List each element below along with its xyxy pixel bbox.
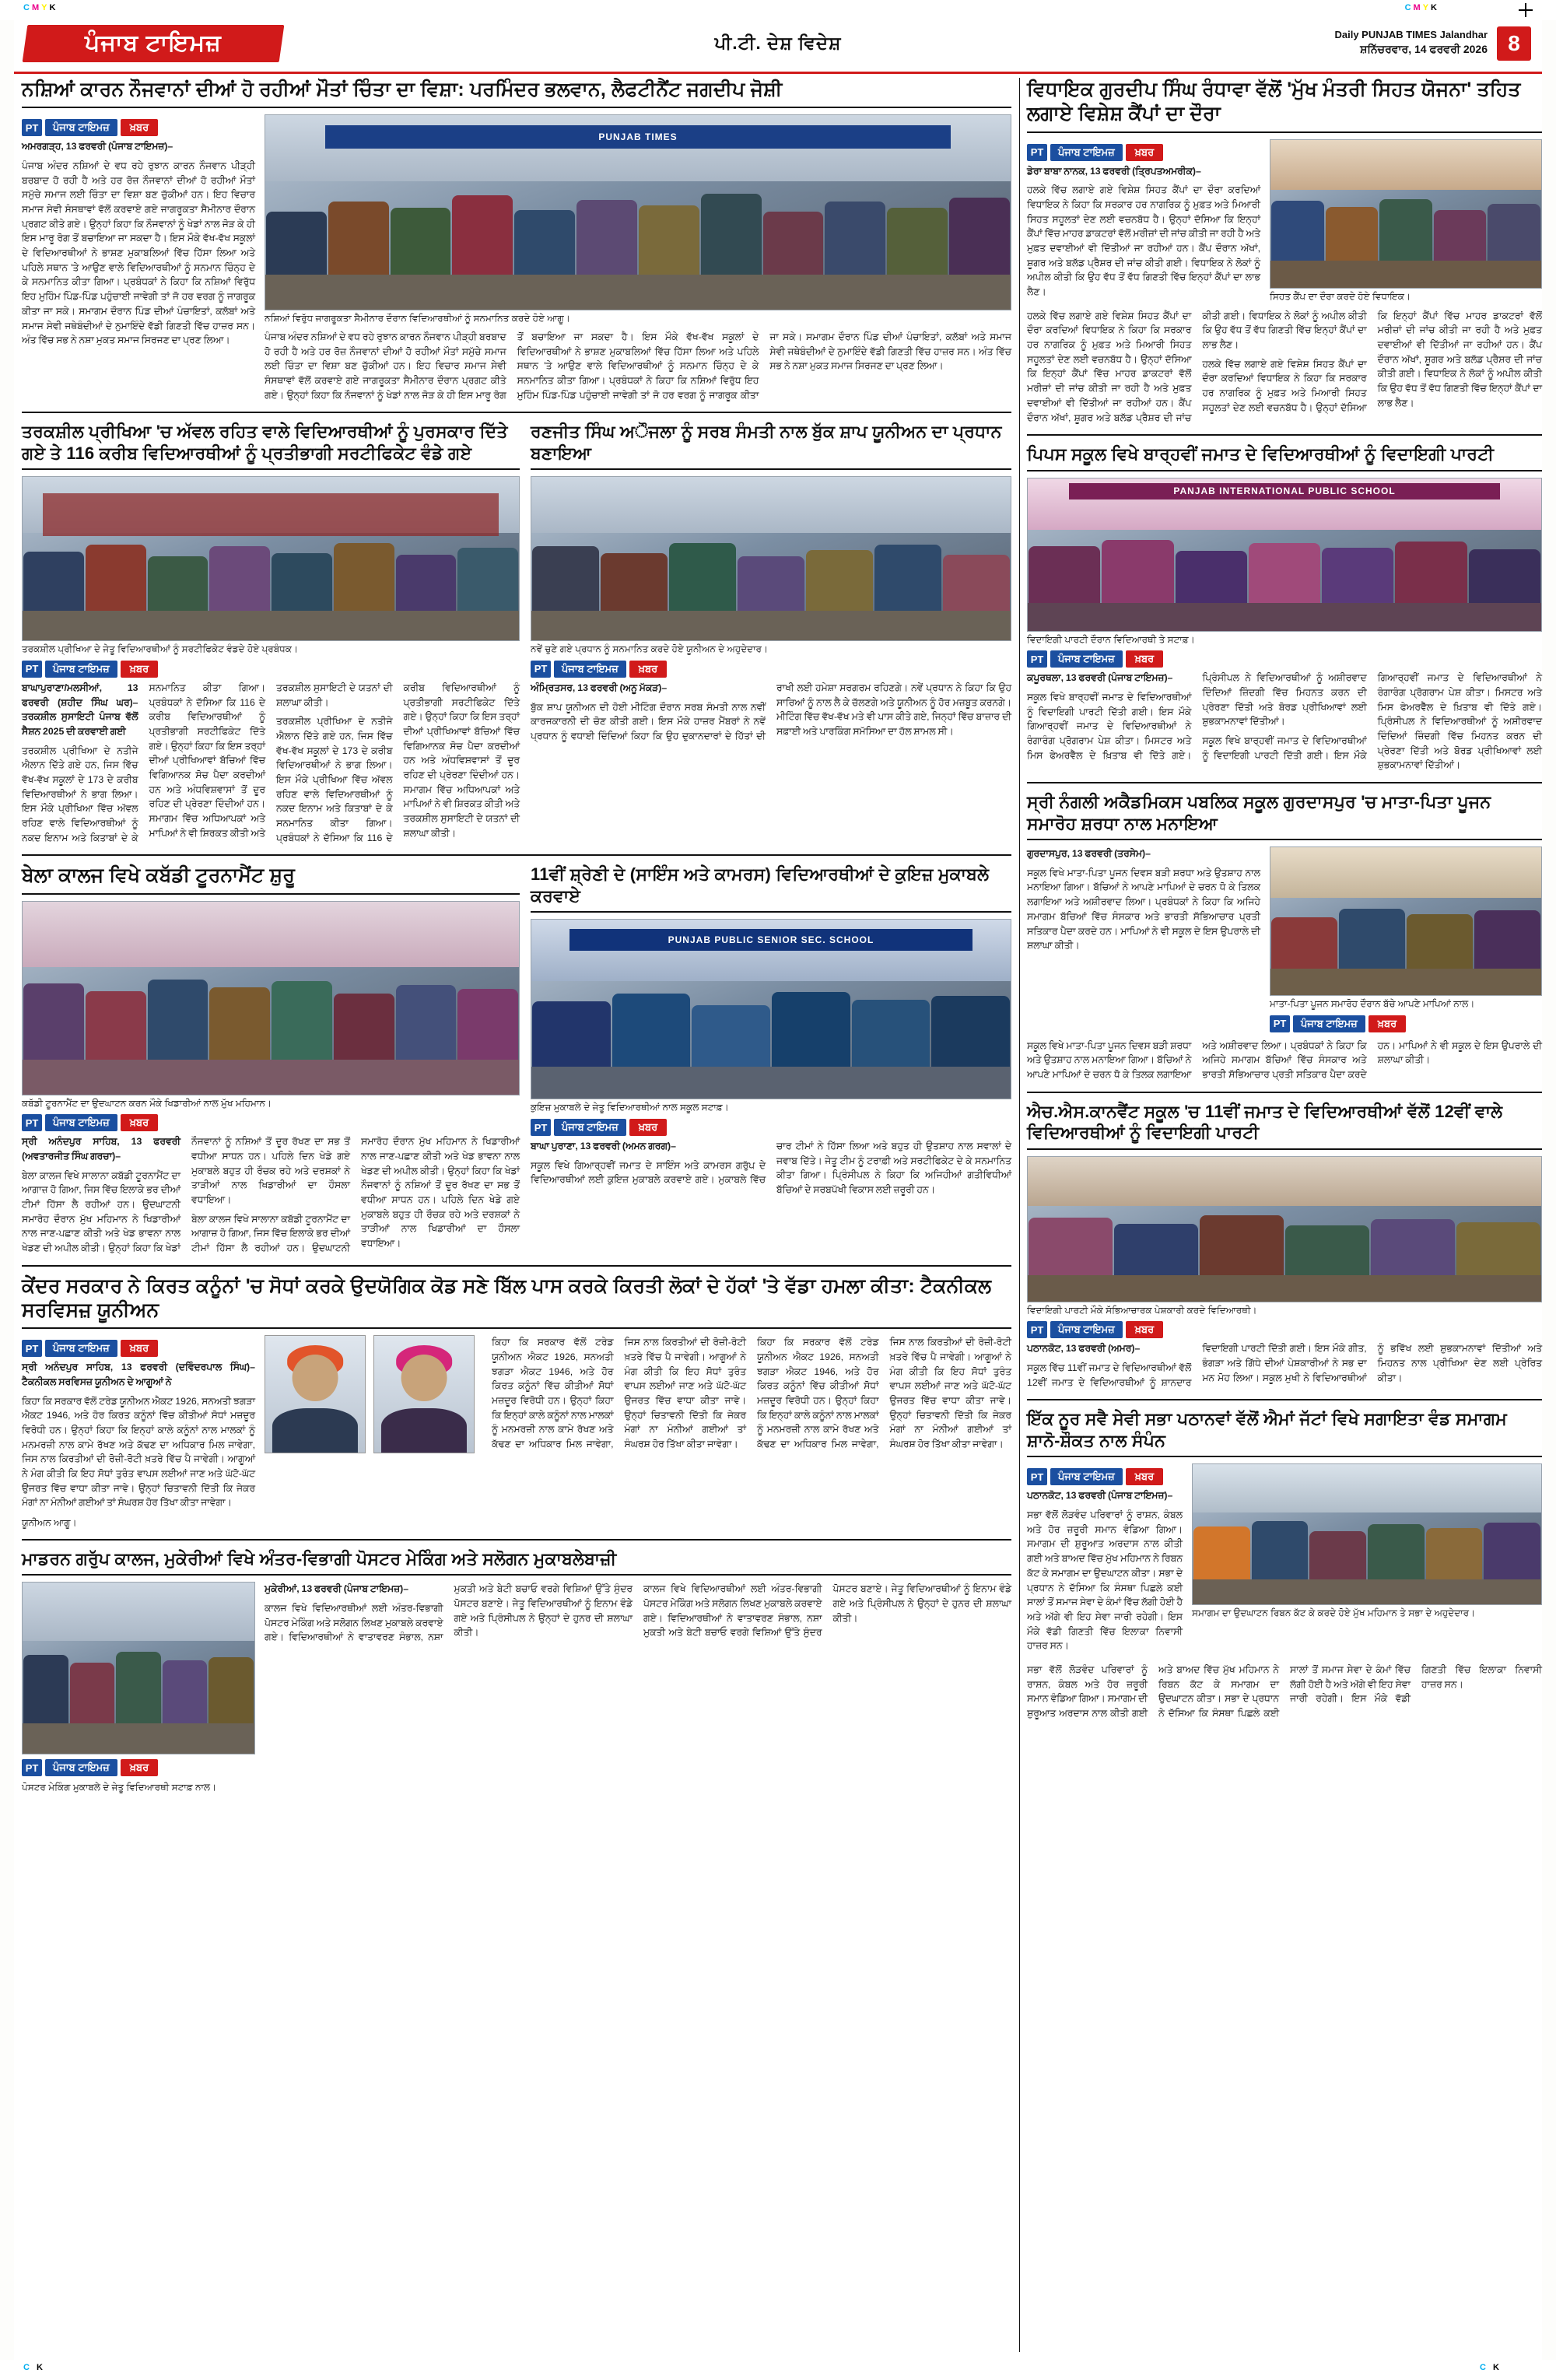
article-pips-farewell [1027, 443, 1542, 773]
article-body-continued [1027, 1663, 1542, 1721]
article-quiz-competition [531, 864, 1011, 1255]
article-dateline: ਅੰਮ੍ਰਿਤਸਰ, 13 ਫਰਵਰੀ (ਅਨੂ ਮੱਕੜ)– [531, 682, 668, 693]
article-text: ਬੇਲਾ ਕਾਲਜ ਵਿਖੇ ਸਾਲਾਨਾ ਕਬੱਡੀ ਟੂਰਨਾਮੈਂਟ ਦਾ ਆਗਾਜ਼ ਹੋ ਗਿਆ, ਜਿਸ ਵਿੱਚ ਇਲਾਕੇ ਭਰ ਦੀਆਂ ਟੀਮਾਂ ਹਿੱਸਾ ਲੈ ਰਹੀਆਂ ਹਨ। ਉਦਘਾਟਨੀ ਸਮਾਰੋਹ ਦੌਰਾਨ ਮੁੱਖ ਮਹਿਮਾਨ ਨੇ ਖਿਡਾਰੀਆਂ ਨਾਲ ਜਾਣ-ਪਛਾਣ ਕੀਤੀ ਅਤੇ ਖੇਡ ਭਾਵਨਾ ਨਾਲ ਖੇਡਣ ਦੀ ਅਪੀਲ ਕੀਤੀ। ਉਨ੍ਹਾਂ ਕਿਹਾ ਕਿ ਖੇਡਾਂ ਨੌਜਵਾਨਾਂ ਨੂੰ ਨਸ਼ਿਆਂ ਤੋਂ ਦੂਰ ਰੱਖਣ ਦਾ ਸਭ ਤੋਂ ਵਧੀਆ ਸਾਧਨ ਹਨ। ਪਹਿਲੇ ਦਿਨ ਖੇਡੇ ਗਏ ਮੁਕਾਬਲੇ ਬਹੁਤ ਹੀ ਰੌਚਕ ਰਹੇ ਅਤੇ ਦਰਸ਼ਕਾਂ ਨੇ ਤਾੜੀਆਂ ਨਾਲ ਖਿਡਾਰੀਆਂ ਦਾ ਹੌਸਲਾ ਵਧਾਇਆ। [22, 1136, 350, 1254]
photo-caption: ਕਬੱਡੀ ਟੂਰਨਾਮੈਂਟ ਦਾ ਉਦਘਾਟਨ ਕਰਨ ਮੌਕੇ ਖਿਡਾਰੀਆਂ ਨਾਲ ਮੁੱਖ ਮਹਿਮਾਨ। [22, 1097, 272, 1109]
article-text-continued: ਹਲਕੇ ਵਿੱਚ ਲਗਾਏ ਗਏ ਵਿਸ਼ੇਸ਼ ਸਿਹਤ ਕੈਂਪਾਂ ਦਾ ਦੌਰਾ ਕਰਦਿਆਂ ਵਿਧਾਇਕ ਨੇ ਕਿਹਾ ਕਿ ਸਰਕਾਰ ਹਰ ਨਾਗਰਿਕ ਨੂੰ ਮੁਫ਼ਤ ਅਤੇ ਮਿਆਰੀ ਸਿਹਤ ਸਹੂਲਤਾਂ ਦੇਣ ਲਈ ਵਚਨਬੱਧ ਹੈ। ਉਨ੍ਹਾਂ ਦੱਸਿਆ ਕਿ ਇਨ੍ਹਾਂ ਕੈਂਪਾਂ ਵਿੱਚ ਮਾਹਰ ਡਾਕਟਰਾਂ ਵੱਲੋਂ ਮਰੀਜ਼ਾਂ ਦੀ ਜਾਂਚ ਕੀਤੀ ਜਾ ਰਹੀ ਹੈ ਅਤੇ ਮੁਫ਼ਤ ਦਵਾਈਆਂ ਵੀ ਦਿੱਤੀਆਂ ਜਾ ਰਹੀਆਂ ਹਨ। ਕੈਂਪ ਦੌਰਾਨ ਅੱਖਾਂ, ਸ਼ੂਗਰ ਅਤੇ ਬਲੱਡ ਪ੍ਰੈਸ਼ਰ ਦੀ ਜਾਂਚ ਕੀਤੀ ਗਈ। ਵਿਧਾਇਕ ਨੇ ਲੋਕਾਂ ਨੂੰ ਅਪੀਲ ਕੀਤੀ ਕਿ ਉਹ ਵੱਧ ਤੋਂ ਵੱਧ ਗਿਣਤੀ ਵਿੱਚ ਇਨ੍ਹਾਂ ਕੈਂਪਾਂ ਦਾ ਲਾਭ ਲੈਣ। [1027, 310, 1367, 423]
article-text: ਹਲਕੇ ਵਿੱਚ ਲਗਾਏ ਗਏ ਵਿਸ਼ੇਸ਼ ਸਿਹਤ ਕੈਂਪਾਂ ਦਾ ਦੌਰਾ ਕਰਦਿਆਂ ਵਿਧਾਇਕ ਨੇ ਕਿਹਾ ਕਿ ਸਰਕਾਰ ਹਰ ਨਾਗਰਿਕ ਨੂੰ ਮੁਫ਼ਤ ਅਤੇ ਮਿਆਰੀ ਸਿਹਤ ਸਹੂਲਤਾਂ ਦੇਣ ਲਈ ਵਚਨਬੱਧ ਹੈ। ਉਨ੍ਹਾਂ ਦੱਸਿਆ ਕਿ ਇਨ੍ਹਾਂ ਕੈਂਪਾਂ ਵਿੱਚ ਮਾਹਰ ਡਾਕਟਰਾਂ ਵੱਲੋਂ ਮਰੀਜ਼ਾਂ ਦੀ ਜਾਂਚ ਕੀਤੀ ਜਾ ਰਹੀ ਹੈ ਅਤੇ ਮੁਫ਼ਤ ਦਵਾਈਆਂ ਵੀ ਦਿੱਤੀਆਂ ਜਾ ਰਹੀਆਂ ਹਨ। ਕੈਂਪ ਦੌਰਾਨ ਅੱਖਾਂ, ਸ਼ੂਗਰ ਅਤੇ ਬਲੱਡ ਪ੍ਰੈਸ਼ਰ ਦੀ ਜਾਂਚ ਕੀਤੀ ਗਈ। ਵਿਧਾਇਕ ਨੇ ਲੋਕਾਂ ਨੂੰ ਅਪੀਲ ਕੀਤੀ ਕਿ ਉਹ ਵੱਧ ਤੋਂ ਵੱਧ ਗਿਣਤੀ ਵਿੱਚ ਇਨ੍ਹਾਂ ਕੈਂਪਾਂ ਦਾ ਲਾਭ ਲੈਣ। [1027, 184, 1260, 297]
article-body [265, 1582, 1011, 1645]
article-dateline: ਸ੍ਰੀ ਅਨੰਦਪੁਰ ਸਾਹਿਬ, 13 ਫਰਵਰੀ (ਦਵਿੰਦਰਪਾਲ ਸਿੰਘ)– ਟੈਕਨੀਕਲ ਸਰਵਿਸਜ਼ ਯੂਨੀਅਨ ਦੇ ਆਗੂਆਂ ਨੇ [22, 1362, 255, 1387]
masthead-section-title: ਪੀ.ਟੀ. ਦੇਸ਼ ਵਿਦੇਸ਼ [714, 33, 842, 53]
article-kabaddi-tournament [22, 864, 520, 1255]
photo-banner-text: PUNJAB TIMES [325, 125, 951, 149]
article-headline: ਬੇਲਾ ਕਾਲਜ ਵਿਖੇ ਕਬੱਡੀ ਟੂਰਨਾਮੈਂਟ ਸ਼ੁਰੂ [22, 864, 520, 894]
article-dateline: ਬਾਘਾ ਪੁਰਾਣਾ, 13 ਫਰਵਰੀ (ਅਮਨ ਗਰਗ)– [531, 1141, 676, 1152]
article-photo [531, 919, 1011, 1099]
article-text: ਸਕੂਲ ਵਿਖੇ ਗਿਆਰ੍ਹਵੀਂ ਜਮਾਤ ਦੇ ਸਾਇੰਸ ਅਤੇ ਕਾਮਰਸ ਗਰੁੱਪ ਦੇ ਵਿਦਿਆਰਥੀਆਂ ਲਈ ਕੁਇਜ਼ ਮੁਕਾਬਲੇ ਕਰਵਾਏ ਗਏ। ਮੁਕਾਬਲੇ ਵਿੱਚ ਚਾਰ ਟੀਮਾਂ ਨੇ ਹਿੱਸਾ ਲਿਆ ਅਤੇ ਬਹੁਤ ਹੀ ਉਤਸ਼ਾਹ ਨਾਲ ਸਵਾਲਾਂ ਦੇ ਜਵਾਬ ਦਿੱਤੇ। ਜੇਤੂ ਟੀਮ ਨੂੰ ਟਰਾਫ਼ੀ ਅਤੇ ਸਰਟੀਫਿਕੇਟ ਦੇ ਕੇ ਸਨਮਾਨਿਤ ਕੀਤਾ ਗਿਆ। ਪ੍ਰਿੰਸੀਪਲ ਨੇ ਕਿਹਾ ਕਿ ਅਜਿਹੀਆਂ ਗਤੀਵਿਧੀਆਂ ਬੱਚਿਆਂ ਦੇ ਸਰਬਪੱਖੀ ਵਿਕਾਸ ਲਈ ਜ਼ਰੂਰੀ ਹਨ। [531, 1141, 1011, 1196]
article-dateline: ਗੁਰਦਾਸਪੁਰ, 13 ਫਰਵਰੀ (ਤਰਸੇਮ)– [1027, 848, 1151, 860]
article-text-continued: ਬੇਲਾ ਕਾਲਜ ਵਿਖੇ ਸਾਲਾਨਾ ਕਬੱਡੀ ਟੂਰਨਾਮੈਂਟ ਦਾ ਆਗਾਜ਼ ਹੋ ਗਿਆ, ਜਿਸ ਵਿੱਚ ਇਲਾਕੇ ਭਰ ਦੀਆਂ ਟੀਮਾਂ ਹਿੱਸਾ ਲੈ ਰਹੀਆਂ ਹਨ। ਉਦਘਾਟਨੀ ਸਮਾਰੋਹ ਦੌਰਾਨ ਮੁੱਖ ਮਹਿਮਾਨ ਨੇ ਖਿਡਾਰੀਆਂ ਨਾਲ ਜਾਣ-ਪਛਾਣ ਕੀਤੀ ਅਤੇ ਖੇਡ ਭਾਵਨਾ ਨਾਲ ਖੇਡਣ ਦੀ ਅਪੀਲ ਕੀਤੀ। ਉਨ੍ਹਾਂ ਕਿਹਾ ਕਿ ਖੇਡਾਂ ਨੌਜਵਾਨਾਂ ਨੂੰ ਨਸ਼ਿਆਂ ਤੋਂ ਦੂਰ ਰੱਖਣ ਦਾ ਸਭ ਤੋਂ ਵਧੀਆ ਸਾਧਨ ਹਨ। ਪਹਿਲੇ ਦਿਨ ਖੇਡੇ ਗਏ ਮੁਕਾਬਲੇ ਬਹੁਤ ਹੀ ਰੌਚਕ ਰਹੇ ਅਤੇ ਦਰਸ਼ਕਾਂ ਨੇ ਤਾੜੀਆਂ ਨਾਲ ਖਿਡਾਰੀਆਂ ਦਾ ਹੌਸਲਾ ਵਧਾਇਆ। [191, 1136, 520, 1254]
pt-logo-icon: PT [1270, 1015, 1290, 1032]
article-headline: ਵਿਧਾਇਕ ਗੁਰਦੀਪ ਸਿੰਘ ਰੰਧਾਵਾ ਵੱਲੋਂ 'ਮੁੱਖ ਮੰਤਰੀ ਸਿਹਤ ਯੋਜਨਾ' ਤਹਿਤ ਲਗਾਏ ਵਿਸ਼ੇਸ਼ ਕੈਂਪਾਂ ਦਾ ਦੌਰਾ [1027, 78, 1542, 133]
pt-logo-icon: PT [22, 661, 42, 678]
article-text-continued-2: ਹਲਕੇ ਵਿੱਚ ਲਗਾਏ ਗਏ ਵਿਸ਼ੇਸ਼ ਸਿਹਤ ਕੈਂਪਾਂ ਦਾ ਦੌਰਾ ਕਰਦਿਆਂ ਵਿਧਾਇਕ ਨੇ ਕਿਹਾ ਕਿ ਸਰਕਾਰ ਹਰ ਨਾਗਰਿਕ ਨੂੰ ਮੁਫ਼ਤ ਅਤੇ ਮਿਆਰੀ ਸਿਹਤ ਸਹੂਲਤਾਂ ਦੇਣ ਲਈ ਵਚਨਬੱਧ ਹੈ। ਉਨ੍ਹਾਂ ਦੱਸਿਆ ਕਿ ਇਨ੍ਹਾਂ ਕੈਂਪਾਂ ਵਿੱਚ ਮਾਹਰ ਡਾਕਟਰਾਂ ਵੱਲੋਂ ਮਰੀਜ਼ਾਂ ਦੀ ਜਾਂਚ ਕੀਤੀ ਜਾ ਰਹੀ ਹੈ ਅਤੇ ਮੁਫ਼ਤ ਦਵਾਈਆਂ ਵੀ ਦਿੱਤੀਆਂ ਜਾ ਰਹੀਆਂ ਹਨ। ਕੈਂਪ ਦੌਰਾਨ ਅੱਖਾਂ, ਸ਼ੂਗਰ ਅਤੇ ਬਲੱਡ ਪ੍ਰੈਸ਼ਰ ਦੀ ਜਾਂਚ ਕੀਤੀ ਗਈ। ਵਿਧਾਇਕ ਨੇ ਲੋਕਾਂ ਨੂੰ ਅਪੀਲ ਕੀਤੀ ਕਿ ਉਹ ਵੱਧ ਤੋਂ ਵੱਧ ਗਿਣਤੀ ਵਿੱਚ ਇਨ੍ਹਾਂ ਕੈਂਪਾਂ ਦਾ ਲਾਭ ਲੈਣ। [1202, 310, 1542, 413]
badge-name: ਪੰਜਾਬ ਟਾਇਮਜ਼ [45, 1114, 117, 1131]
article-text-continued: ਸਕੂਲ ਵਿਖੇ ਮਾਤਾ-ਪਿਤਾ ਪੂਜਨ ਦਿਵਸ ਬੜੀ ਸ਼ਰਧਾ ਅਤੇ ਉਤਸ਼ਾਹ ਨਾਲ ਮਨਾਇਆ ਗਿਆ। ਬੱਚਿਆਂ ਨੇ ਆਪਣੇ ਮਾਪਿਆਂ ਦੇ ਚਰਨ ਧੋ ਕੇ ਤਿਲਕ ਲਗਾਇਆ ਅਤੇ ਅਸ਼ੀਰਵਾਦ ਲਿਆ। ਪ੍ਰਬੰਧਕਾਂ ਨੇ ਕਿਹਾ ਕਿ ਅਜਿਹੇ ਸਮਾਗਮ ਬੱਚਿਆਂ ਵਿੱਚ ਸੰਸਕਾਰ ਅਤੇ ਭਾਰਤੀ ਸੱਭਿਆਚਾਰ ਪ੍ਰਤੀ ਸਤਿਕਾਰ ਪੈਦਾ ਕਰਦੇ ਹਨ। ਮਾਪਿਆਂ ਨੇ ਵੀ ਸਕੂਲ ਦੇ ਇਸ ਉਪਰਾਲੇ ਦੀ ਸ਼ਲਾਘਾ ਕੀਤੀ। [1027, 1039, 1542, 1081]
article-body [22, 139, 255, 348]
source-badge [22, 661, 520, 678]
pt-logo-icon: PT [22, 1114, 42, 1131]
article-dateline: ਕਪੂਰਥਲਾ, 13 ਫਰਵਰੀ (ਪੰਜਾਬ ਟਾਇਮਜ਼)– [1027, 672, 1173, 684]
article-text: ਸਕੂਲ ਵਿੱਚ 11ਵੀਂ ਜਮਾਤ ਦੇ ਵਿਦਿਆਰਥੀਆਂ ਵੱਲੋਂ 12ਵੀਂ ਜਮਾਤ ਦੇ ਵਿਦਿਆਰਥੀਆਂ ਨੂੰ ਸ਼ਾਨਦਾਰ ਵਿਦਾਇਗੀ ਪਾਰਟੀ ਦਿੱਤੀ ਗਈ। ਇਸ ਮੌਕੇ ਗੀਤ, ਭੰਗੜਾ ਅਤੇ ਗਿੱਧੇ ਦੀਆਂ ਪੇਸ਼ਕਾਰੀਆਂ ਨੇ ਸਭ ਦਾ ਮਨ ਮੋਹ ਲਿਆ। ਸਕੂਲ ਮੁਖੀ ਨੇ ਵਿਦਿਆਰਥੀਆਂ ਨੂੰ ਭਵਿੱਖ ਲਈ ਸ਼ੁਭਕਾਮਨਾਵਾਂ ਦਿੱਤੀਆਂ ਅਤੇ ਮਿਹਨਤ ਨਾਲ ਪ੍ਰੀਖਿਆ ਦੇਣ ਲਈ ਪ੍ਰੇਰਿਤ ਕੀਤਾ। [1027, 1343, 1542, 1388]
photo-banner-text: PANJAB INTERNATIONAL PUBLIC SCHOOL [1069, 483, 1500, 500]
page-content [22, 78, 1542, 2352]
publication-name: Daily PUNJAB TIMES Jalandhar [1334, 29, 1488, 40]
article-text-continued-2: ਕਿਹਾ ਕਿ ਸਰਕਾਰ ਵੱਲੋਂ ਟਰੇਡ ਯੂਨੀਅਨ ਐਕਟ 1926, ਸਨਅਤੀ ਝਗੜਾ ਐਕਟ 1946, ਅਤੇ ਹੋਰ ਕਿਰਤ ਕਨੂੰਨਾਂ ਵਿੱਚ ਕੀਤੀਆਂ ਸੋਧਾਂ ਮਜ਼ਦੂਰ ਵਿਰੋਧੀ ਹਨ। ਉਨ੍ਹਾਂ ਕਿਹਾ ਕਿ ਇਨ੍ਹਾਂ ਕਾਲੇ ਕਨੂੰਨਾਂ ਨਾਲ ਮਾਲਕਾਂ ਨੂੰ ਮਨਮਰਜ਼ੀ ਨਾਲ ਕਾਮੇ ਰੱਖਣ ਅਤੇ ਕੱਢਣ ਦਾ ਅਧਿਕਾਰ ਮਿਲ ਜਾਵੇਗਾ, ਜਿਸ ਨਾਲ ਕਿਰਤੀਆਂ ਦੀ ਰੋਜ਼ੀ-ਰੋਟੀ ਖ਼ਤਰੇ ਵਿੱਚ ਪੈ ਜਾਵੇਗੀ। ਆਗੂਆਂ ਨੇ ਮੰਗ ਕੀਤੀ ਕਿ ਇਹ ਸੋਧਾਂ ਤੁਰੰਤ ਵਾਪਸ ਲਈਆਂ ਜਾਣ ਅਤੇ ਘੱਟੋ-ਘੱਟ ਉਜਰਤ ਵਿੱਚ ਵਾਧਾ ਕੀਤਾ ਜਾਵੇ। ਉਨ੍ਹਾਂ ਚਿਤਾਵਨੀ ਦਿੱਤੀ ਕਿ ਜੇਕਰ ਮੰਗਾਂ ਨਾ ਮੰਨੀਆਂ ਗਈਆਂ ਤਾਂ ਸੰਘਰਸ਼ ਹੋਰ ਤਿੱਖਾ ਕੀਤਾ ਜਾਵੇਗਾ। [757, 1337, 1011, 1450]
article-body-continued [1027, 1039, 1542, 1082]
cmyk-marks-left: CMYK [23, 3, 58, 12]
section-divider [1027, 782, 1542, 783]
badge-tag: ਖ਼ਬਰ [1126, 650, 1163, 668]
article-headline: 11ਵੀਂ ਸ਼੍ਰੇਣੀ ਦੇ (ਸਾਇੰਸ ਅਤੇ ਕਾਮਰਸ) ਵਿਦਿਆਰਥੀਆਂ ਦੇ ਕੁਇਜ਼ ਮੁਕਾਬਲੇ ਕਰਵਾਏ [531, 864, 1011, 913]
right-section [1027, 78, 1542, 1721]
article-photo [1270, 846, 1542, 996]
badge-tag: ਖ਼ਬਰ [121, 1759, 158, 1776]
source-badge [531, 1119, 1011, 1136]
article-body [1027, 1341, 1542, 1390]
badge-name: ਪੰਜਾਬ ਟਾਇਮਜ਼ [45, 119, 117, 136]
source-badge [1027, 650, 1542, 668]
article-text-continued: ਸਭਾ ਵੱਲੋਂ ਲੋੜਵੰਦ ਪਰਿਵਾਰਾਂ ਨੂੰ ਰਾਸ਼ਨ, ਕੰਬਲ ਅਤੇ ਹੋਰ ਜ਼ਰੂਰੀ ਸਮਾਨ ਵੰਡਿਆ ਗਿਆ। ਸਮਾਗਮ ਦੀ ਸ਼ੁਰੂਆਤ ਅਰਦਾਸ ਨਾਲ ਕੀਤੀ ਗਈ ਅਤੇ ਬਾਅਦ ਵਿੱਚ ਮੁੱਖ ਮਹਿਮਾਨ ਨੇ ਰਿਬਨ ਕੱਟ ਕੇ ਸਮਾਗਮ ਦਾ ਉਦਘਾਟਨ ਕੀਤਾ। ਸਭਾ ਦੇ ਪ੍ਰਧਾਨ ਨੇ ਦੱਸਿਆ ਕਿ ਸੰਸਥਾ ਪਿਛਲੇ ਕਈ ਸਾਲਾਂ ਤੋਂ ਸਮਾਜ ਸੇਵਾ ਦੇ ਕੰਮਾਂ ਵਿੱਚ ਲੱਗੀ ਹੋਈ ਹੈ ਅਤੇ ਅੱਗੇ ਵੀ ਇਹ ਸੇਵਾ ਜਾਰੀ ਰਹੇਗੀ। ਇਸ ਮੌਕੇ ਵੱਡੀ ਗਿਣਤੀ ਵਿੱਚ ਇਲਾਕਾ ਨਿਵਾਸੀ ਹਾਜ਼ਰ ਸਨ। [1027, 1663, 1542, 1719]
photo-caption: ਸਮਾਗਮ ਦਾ ਉਦਘਾਟਨ ਰਿਬਨ ਕੱਟ ਕੇ ਕਰਦੇ ਹੋਏ ਮੁੱਖ ਮਹਿਮਾਨ ਤੇ ਸਭਾ ਦੇ ਅਹੁਦੇਦਾਰ। [1192, 1607, 1476, 1619]
source-badge [22, 1340, 255, 1357]
article-headline: ਸ੍ਰੀ ਨੰਗਲੀ ਅਕੈਡਮਿਕਸ ਪਬਲਿਕ ਸਕੂਲ ਗੁਰਦਾਸਪੁਰ 'ਚ ਮਾਤਾ-ਪਿਤਾ ਪੂਜਨ ਸਮਾਰੋਹ ਸ਼ਰਧਾ ਨਾਲ ਮਨਾਇਆ [1027, 791, 1542, 840]
article-text-continued: ਸਕੂਲ ਵਿਖੇ ਬਾਰ੍ਹਵੀਂ ਜਮਾਤ ਦੇ ਵਿਦਿਆਰਥੀਆਂ ਨੂੰ ਵਿਦਾਇਗੀ ਪਾਰਟੀ ਦਿੱਤੀ ਗਈ। ਇਸ ਮੌਕੇ ਗਿਆਰ੍ਹਵੀਂ ਜਮਾਤ ਦੇ ਵਿਦਿਆਰਥੀਆਂ ਨੇ ਰੰਗਾਰੰਗ ਪ੍ਰੋਗਰਾਮ ਪੇਸ਼ ਕੀਤਾ। ਮਿਸਟਰ ਅਤੇ ਮਿਸ ਫੇਅਰਵੈੱਲ ਦੇ ਖ਼ਿਤਾਬ ਵੀ ਦਿੱਤੇ ਗਏ। ਪ੍ਰਿੰਸੀਪਲ ਨੇ ਵਿਦਿਆਰਥੀਆਂ ਨੂੰ ਅਸ਼ੀਰਵਾਦ ਦਿੰਦਿਆਂ ਜ਼ਿੰਦਗੀ ਵਿੱਚ ਮਿਹਨਤ ਕਰਨ ਦੀ ਪ੍ਰੇਰਣਾ ਦਿੱਤੀ ਅਤੇ ਬੋਰਡ ਪ੍ਰੀਖਿਆਵਾਂ ਲਈ ਸ਼ੁਭਕਾਮਨਾਵਾਂ ਦਿੱਤੀਆਂ। [1202, 672, 1542, 771]
photo-people [265, 181, 1011, 282]
badge-tag: ਖ਼ਬਰ [629, 1119, 667, 1136]
article-body [1027, 671, 1542, 773]
article-body-continued [1027, 309, 1542, 426]
photo-caption: ਮਾਤਾ-ਪਿਤਾ ਪੂਜਨ ਸਮਾਰੋਹ ਦੌਰਾਨ ਬੱਚੇ ਆਪਣੇ ਮਾਪਿਆਂ ਨਾਲ। [1270, 998, 1475, 1010]
article-book-shop-union [531, 421, 1011, 845]
article-body [531, 1139, 1011, 1197]
photo-caption: ਨਵੇਂ ਚੁਣੇ ਗਏ ਪ੍ਰਧਾਨ ਨੂੰ ਸਨਮਾਨਿਤ ਕਰਦੇ ਹੋਏ ਯੂਨੀਅਨ ਦੇ ਅਹੁਦੇਦਾਰ। [531, 643, 769, 655]
article-poster-making [22, 1548, 1011, 1794]
article-body [22, 1134, 520, 1256]
article-body-continued [265, 330, 1011, 402]
photo-caption: ਵਿਦਾਇਗੀ ਪਾਰਟੀ ਮੌਕੇ ਸੱਭਿਆਚਾਰਕ ਪੇਸ਼ਕਾਰੀ ਕਰਦੇ ਵਿਦਿਆਰਥੀ। [1027, 1304, 1257, 1316]
article-dateline: ਸ੍ਰੀ ਅਨੰਦਪੁਰ ਸਾਹਿਬ, 13 ਫਰਵਰੀ (ਅਵਤਾਰਜੀਤ ਸਿੰਘ ਗਰਚਾ)– [22, 1136, 180, 1162]
masthead-publication-info [1335, 28, 1488, 56]
photo-banner-text: PUNJAB PUBLIC SENIOR SEC. SCHOOL [569, 929, 972, 951]
pt-logo-icon: PT [1027, 1468, 1047, 1485]
photo-caption: ਤਰਕਸ਼ੀਲ ਪ੍ਰੀਖਿਆ ਦੇ ਜੇਤੂ ਵਿਦਿਆਰਥੀਆਂ ਨੂੰ ਸਰਟੀਫਿਕੇਟ ਵੰਡਦੇ ਹੋਏ ਪ੍ਰਬੰਧਕ। [22, 643, 299, 655]
photo-caption: ਯੂਨੀਅਨ ਆਗੂ। [22, 1517, 77, 1529]
section-divider [1027, 1399, 1542, 1400]
article-photo [1027, 478, 1542, 632]
source-badge [1027, 144, 1260, 161]
article-headline: ਤਰਕਸ਼ੀਲ ਪ੍ਰੀਖਿਆ 'ਚ ਅੱਵਲ ਰਹਿਤ ਵਾਲੇ ਵਿਦਿਆਰਥੀਆਂ ਨੂੰ ਪੁਰਸਕਾਰ ਦਿੱਤੇ ਗਏ ਤੇ 116 ਕਰੀਬ ਵਿਦਿਆਰਥੀਆਂ ਨੂੰ ਪ੍ਰਤੀਭਾਗੀ ਸਰਟੀਫਿਕੇਟ ਵੰਡੇ ਗਏ [22, 421, 520, 470]
article-photo [265, 114, 1011, 310]
page-sheet [14, 20, 1542, 2360]
article-text: ਬੁੱਕ ਸ਼ਾਪ ਯੂਨੀਅਨ ਦੀ ਹੋਈ ਮੀਟਿੰਗ ਦੌਰਾਨ ਸਰਬ ਸੰਮਤੀ ਨਾਲ ਨਵੀਂ ਕਾਰਜਕਾਰਨੀ ਦੀ ਚੋਣ ਕੀਤੀ ਗਈ। ਇਸ ਮੌਕੇ ਹਾਜ਼ਰ ਮੈਂਬਰਾਂ ਨੇ ਨਵੇਂ ਪ੍ਰਧਾਨ ਨੂੰ ਵਧਾਈ ਦਿੰਦਿਆਂ ਕਿਹਾ ਕਿ ਉਹ ਦੁਕਾਨਦਾਰਾਂ ਦੇ ਹਿੱਤਾਂ ਦੀ ਰਾਖੀ ਲਈ ਹਮੇਸ਼ਾ ਸਰਗਰਮ ਰਹਿਣਗੇ। ਨਵੇਂ ਪ੍ਰਧਾਨ ਨੇ ਕਿਹਾ ਕਿ ਉਹ ਸਾਰਿਆਂ ਨੂੰ ਨਾਲ ਲੈ ਕੇ ਚੱਲਣਗੇ ਅਤੇ ਯੂਨੀਅਨ ਨੂੰ ਹੋਰ ਮਜ਼ਬੂਤ ਕਰਨਗੇ। ਮੀਟਿੰਗ ਵਿੱਚ ਵੱਖ-ਵੱਖ ਮਤੇ ਵੀ ਪਾਸ ਕੀਤੇ ਗਏ, ਜਿਨ੍ਹਾਂ ਵਿੱਚ ਬਾਜ਼ਾਰ ਦੀ ਸਫ਼ਾਈ ਅਤੇ ਪਾਰਕਿੰਗ ਸਮੱਸਿਆ ਦਾ ਹੱਲ ਸ਼ਾਮਲ ਸੀ। [531, 682, 1011, 741]
cmyk-marks-right: CMYK [1404, 3, 1439, 12]
article-photo [1027, 1156, 1542, 1302]
article-ik-noor-sabha [1027, 1408, 1542, 1720]
pt-logo-icon: PT [1027, 1321, 1047, 1338]
pt-logo-icon: PT [531, 1119, 551, 1136]
article-headline: ਕੇਂਦਰ ਸਰਕਾਰ ਨੇ ਕਿਰਤ ਕਨੂੰਨਾਂ 'ਚ ਸੋਧਾਂ ਕਰਕੇ ਉਦਯੋਗਿਕ ਕੋਡ ਸਣੇ ਬਿੱਲ ਪਾਸ ਕਰਕੇ ਕਿਰਤੀ ਲੋਕਾਂ ਦੇ ਹੱਕਾਂ 'ਤੇ ਵੱਡਾ ਹਮਲਾ ਕੀਤਾ: ਟੈਕਨੀਕਲ ਸਰਵਿਸਜ਼ ਯੂਨੀਅਨ [22, 1274, 1011, 1330]
badge-name: ਪੰਜਾਬ ਟਾਇਮਜ਼ [45, 1759, 117, 1776]
article-labour-laws [22, 1274, 1011, 1530]
badge-tag: ਖ਼ਬਰ [1369, 1015, 1406, 1032]
registration-crossmark [1519, 3, 1533, 17]
article-text: ਕਿਹਾ ਕਿ ਸਰਕਾਰ ਵੱਲੋਂ ਟਰੇਡ ਯੂਨੀਅਨ ਐਕਟ 1926, ਸਨਅਤੀ ਝਗੜਾ ਐਕਟ 1946, ਅਤੇ ਹੋਰ ਕਿਰਤ ਕਨੂੰਨਾਂ ਵਿੱਚ ਕੀਤੀਆਂ ਸੋਧਾਂ ਮਜ਼ਦੂਰ ਵਿਰੋਧੀ ਹਨ। ਉਨ੍ਹਾਂ ਕਿਹਾ ਕਿ ਇਨ੍ਹਾਂ ਕਾਲੇ ਕਨੂੰਨਾਂ ਨਾਲ ਮਾਲਕਾਂ ਨੂੰ ਮਨਮਰਜ਼ੀ ਨਾਲ ਕਾਮੇ ਰੱਖਣ ਅਤੇ ਕੱਢਣ ਦਾ ਅਧਿਕਾਰ ਮਿਲ ਜਾਵੇਗਾ, ਜਿਸ ਨਾਲ ਕਿਰਤੀਆਂ ਦੀ ਰੋਜ਼ੀ-ਰੋਟੀ ਖ਼ਤਰੇ ਵਿੱਚ ਪੈ ਜਾਵੇਗੀ। ਆਗੂਆਂ ਨੇ ਮੰਗ ਕੀਤੀ ਕਿ ਇਹ ਸੋਧਾਂ ਤੁਰੰਤ ਵਾਪਸ ਲਈਆਂ ਜਾਣ ਅਤੇ ਘੱਟੋ-ਘੱਟ ਉਜਰਤ ਵਿੱਚ ਵਾਧਾ ਕੀਤਾ ਜਾਵੇ। ਉਨ੍ਹਾਂ ਚਿਤਾਵਨੀ ਦਿੱਤੀ ਕਿ ਜੇਕਰ ਮੰਗਾਂ ਨਾ ਮੰਨੀਆਂ ਗਈਆਂ ਤਾਂ ਸੰਘਰਸ਼ ਹੋਰ ਤਿੱਖਾ ਕੀਤਾ ਜਾਵੇਗਾ। [22, 1395, 255, 1509]
source-badge [22, 1114, 520, 1131]
article-rationalist-exam [22, 421, 520, 845]
source-badge [531, 661, 1011, 678]
article-dateline: ਮੁਕੇਰੀਆਂ, 13 ਫਰਵਰੀ (ਪੰਜਾਬ ਟਾਇਮਜ਼)– [265, 1583, 409, 1595]
source-badge [22, 119, 255, 136]
article-dateline: ਪਠਾਨਕੋਟ, 13 ਫਰਵਰੀ (ਪੰਜਾਬ ਟਾਇਮਜ਼)– [1027, 1490, 1173, 1502]
article-headline: ਰਣਜੀਤ ਸਿੰਘ ਅੌਜਲਾ ਨੂੰ ਸਰਬ ਸੰਮਤੀ ਨਾਲ ਬੁੱਕ ਸ਼ਾਪ ਯੂਨੀਅਨ ਦਾ ਪ੍ਰਧਾਨ ਬਣਾਇਆ [531, 421, 1011, 470]
badge-tag: ਖ਼ਬਰ [121, 1114, 158, 1131]
pt-logo-icon: PT [531, 661, 551, 678]
badge-tag: ਖ਼ਬਰ [629, 661, 667, 678]
article-photo [22, 901, 520, 1095]
newspaper-logo-text: ਪੰਜਾਬ ਟਾਇਮਜ਼ [85, 30, 222, 56]
badge-tag: ਖ਼ਬਰ [1126, 1321, 1163, 1338]
masthead [14, 20, 1542, 74]
section-divider [1027, 434, 1542, 436]
article-body [22, 1360, 255, 1510]
article-text: ਸਕੂਲ ਵਿਖੇ ਬਾਰ੍ਹਵੀਂ ਜਮਾਤ ਦੇ ਵਿਦਿਆਰਥੀਆਂ ਨੂੰ ਵਿਦਾਇਗੀ ਪਾਰਟੀ ਦਿੱਤੀ ਗਈ। ਇਸ ਮੌਕੇ ਗਿਆਰ੍ਹਵੀਂ ਜਮਾਤ ਦੇ ਵਿਦਿਆਰਥੀਆਂ ਨੇ ਰੰਗਾਰੰਗ ਪ੍ਰੋਗਰਾਮ ਪੇਸ਼ ਕੀਤਾ। ਮਿਸਟਰ ਅਤੇ ਮਿਸ ਫੇਅਰਵੈੱਲ ਦੇ ਖ਼ਿਤਾਬ ਵੀ ਦਿੱਤੇ ਗਏ। ਪ੍ਰਿੰਸੀਪਲ ਨੇ ਵਿਦਿਆਰਥੀਆਂ ਨੂੰ ਅਸ਼ੀਰਵਾਦ ਦਿੰਦਿਆਂ ਜ਼ਿੰਦਗੀ ਵਿੱਚ ਮਿਹਨਤ ਕਰਨ ਦੀ ਪ੍ਰੇਰਣਾ ਦਿੱਤੀ ਅਤੇ ਬੋਰਡ ਪ੍ਰੀਖਿਆਵਾਂ ਲਈ ਸ਼ੁਭਕਾਮਨਾਵਾਂ ਦਿੱਤੀਆਂ। [1027, 672, 1367, 761]
portrait-photo-2 [373, 1335, 475, 1453]
article-headline: ਪਿਪਸ ਸਕੂਲ ਵਿਖੇ ਬਾਰ੍ਹਵੀਂ ਜਮਾਤ ਦੇ ਵਿਦਿਆਰਥੀਆਂ ਨੂੰ ਵਿਦਾਇਗੀ ਪਾਰਟੀ [1027, 443, 1542, 471]
article-body-continued [492, 1335, 1011, 1454]
cmyk-marks-bottom-left: C K [23, 2363, 45, 2372]
badge-name: ਪੰਜਾਬ ਟਾਇਮਜ਼ [1050, 650, 1123, 668]
article-drug-awareness [22, 78, 1011, 402]
pt-logo-icon: PT [22, 119, 42, 136]
article-text: ਕਾਲਜ ਵਿਖੇ ਵਿਦਿਆਰਥੀਆਂ ਲਈ ਅੰਤਰ-ਵਿਭਾਗੀ ਪੋਸਟਰ ਮੇਕਿੰਗ ਅਤੇ ਸਲੋਗਨ ਲਿਖਣ ਮੁਕਾਬਲੇ ਕਰਵਾਏ ਗਏ। ਵਿਦਿਆਰਥੀਆਂ ਨੇ ਵਾਤਾਵਰਣ ਸੰਭਾਲ, ਨਸ਼ਾ ਮੁਕਤੀ ਅਤੇ ਬੇਟੀ ਬਚਾਓ ਵਰਗੇ ਵਿਸ਼ਿਆਂ ਉੱਤੇ ਸੁੰਦਰ ਪੋਸਟਰ ਬਣਾਏ। ਜੇਤੂ ਵਿਦਿਆਰਥੀਆਂ ਨੂੰ ਇਨਾਮ ਵੰਡੇ ਗਏ ਅਤੇ ਪ੍ਰਿੰਸੀਪਲ ਨੇ ਉਨ੍ਹਾਂ ਦੇ ਹੁਨਰ ਦੀ ਸ਼ਲਾਘਾ ਕੀਤੀ। [265, 1583, 633, 1643]
article-body [531, 681, 1011, 744]
photo-caption: ਕੁਇਜ਼ ਮੁਕਾਬਲੇ ਦੇ ਜੇਤੂ ਵਿਦਿਆਰਥੀਆਂ ਨਾਲ ਸਕੂਲ ਸਟਾਫ਼। [531, 1102, 729, 1113]
badge-name: ਪੰਜਾਬ ਟਾਇਮਜ਼ [1050, 1321, 1123, 1338]
photo-caption: ਪੋਸਟਰ ਮੇਕਿੰਗ ਮੁਕਾਬਲੇ ਦੇ ਜੇਤੂ ਵਿਦਿਆਰਥੀ ਸਟਾਫ਼ ਨਾਲ। [22, 1782, 217, 1793]
publication-date: ਸ਼ਨਿੱਚਰਵਾਰ, 14 ਫਰਵਰੀ 2026 [1360, 42, 1488, 55]
article-photo [531, 476, 1011, 641]
badge-tag: ਖ਼ਬਰ [121, 1340, 158, 1357]
badge-tag: ਖ਼ਬਰ [1126, 144, 1163, 161]
article-text-continued: ਕਿਹਾ ਕਿ ਸਰਕਾਰ ਵੱਲੋਂ ਟਰੇਡ ਯੂਨੀਅਨ ਐਕਟ 1926, ਸਨਅਤੀ ਝਗੜਾ ਐਕਟ 1946, ਅਤੇ ਹੋਰ ਕਿਰਤ ਕਨੂੰਨਾਂ ਵਿੱਚ ਕੀਤੀਆਂ ਸੋਧਾਂ ਮਜ਼ਦੂਰ ਵਿਰੋਧੀ ਹਨ। ਉਨ੍ਹਾਂ ਕਿਹਾ ਕਿ ਇਨ੍ਹਾਂ ਕਾਲੇ ਕਨੂੰਨਾਂ ਨਾਲ ਮਾਲਕਾਂ ਨੂੰ ਮਨਮਰਜ਼ੀ ਨਾਲ ਕਾਮੇ ਰੱਖਣ ਅਤੇ ਕੱਢਣ ਦਾ ਅਧਿਕਾਰ ਮਿਲ ਜਾਵੇਗਾ, ਜਿਸ ਨਾਲ ਕਿਰਤੀਆਂ ਦੀ ਰੋਜ਼ੀ-ਰੋਟੀ ਖ਼ਤਰੇ ਵਿੱਚ ਪੈ ਜਾਵੇਗੀ। ਆਗੂਆਂ ਨੇ ਮੰਗ ਕੀਤੀ ਕਿ ਇਹ ਸੋਧਾਂ ਤੁਰੰਤ ਵਾਪਸ ਲਈਆਂ ਜਾਣ ਅਤੇ ਘੱਟੋ-ਘੱਟ ਉਜਰਤ ਵਿੱਚ ਵਾਧਾ ਕੀਤਾ ਜਾਵੇ। ਉਨ੍ਹਾਂ ਚਿਤਾਵਨੀ ਦਿੱਤੀ ਕਿ ਜੇਕਰ ਮੰਗਾਂ ਨਾ ਮੰਨੀਆਂ ਗਈਆਂ ਤਾਂ ਸੰਘਰਸ਼ ਹੋਰ ਤਿੱਖਾ ਕੀਤਾ ਜਾਵੇਗਾ। [492, 1337, 746, 1450]
section-divider [22, 1265, 1011, 1267]
badge-tag: ਖ਼ਬਰ [1126, 1468, 1163, 1485]
badge-name: ਪੰਜਾਬ ਟਾਇਮਜ਼ [1293, 1015, 1365, 1032]
section-divider [22, 854, 1011, 856]
article-body [22, 681, 520, 846]
badge-name: ਪੰਜਾਬ ਟਾਇਮਜ਼ [45, 661, 117, 678]
article-headline: ਇੱਕ ਨੂਰ ਸਵੈ ਸੇਵੀ ਸਭਾ ਪਠਾਨਵਾਂ ਵੱਲੋਂ ਐਮਾਂ ਜੱਟਾਂ ਵਿਖੇ ਸਗਾਇਤਾ ਵੰਡ ਸਮਾਗਮ ਸ਼ਾਨੋ-ਸ਼ੌਕਤ ਨਾਲ ਸੰਪੰਨ [1027, 1408, 1542, 1457]
article-dateline: ਡੇਰਾ ਬਾਬਾ ਨਾਨਕ, 13 ਫਰਵਰੀ (ਤ੍ਰਿਪਤਅਮਰੀਕ)– [1027, 165, 1201, 177]
badge-name: ਪੰਜਾਬ ਟਾਇਮਜ਼ [1050, 144, 1123, 161]
article-text: ਸਕੂਲ ਵਿਖੇ ਮਾਤਾ-ਪਿਤਾ ਪੂਜਨ ਦਿਵਸ ਬੜੀ ਸ਼ਰਧਾ ਅਤੇ ਉਤਸ਼ਾਹ ਨਾਲ ਮਨਾਇਆ ਗਿਆ। ਬੱਚਿਆਂ ਨੇ ਆਪਣੇ ਮਾਪਿਆਂ ਦੇ ਚਰਨ ਧੋ ਕੇ ਤਿਲਕ ਲਗਾਇਆ ਅਤੇ ਅਸ਼ੀਰਵਾਦ ਲਿਆ। ਪ੍ਰਬੰਧਕਾਂ ਨੇ ਕਿਹਾ ਕਿ ਅਜਿਹੇ ਸਮਾਗਮ ਬੱਚਿਆਂ ਵਿੱਚ ਸੰਸਕਾਰ ਅਤੇ ਭਾਰਤੀ ਸੱਭਿਆਚਾਰ ਪ੍ਰਤੀ ਸਤਿਕਾਰ ਪੈਦਾ ਕਰਦੇ ਹਨ। ਮਾਪਿਆਂ ਨੇ ਵੀ ਸਕੂਲ ਦੇ ਇਸ ਉਪਰਾਲੇ ਦੀ ਸ਼ਲਾਘਾ ਕੀਤੀ। [1027, 867, 1260, 952]
source-badge [1270, 1015, 1542, 1032]
article-body [1027, 1488, 1183, 1653]
section-divider [1027, 1092, 1542, 1093]
section-divider [22, 412, 1011, 413]
article-photo [22, 1582, 255, 1754]
article-body [1027, 846, 1260, 953]
source-badge [1027, 1321, 1542, 1338]
source-badge [1027, 1468, 1183, 1485]
article-text-continued: ਪੰਜਾਬ ਅੰਦਰ ਨਸ਼ਿਆਂ ਦੇ ਵਧ ਰਹੇ ਰੁਝਾਨ ਕਾਰਨ ਨੌਜਵਾਨ ਪੀੜ੍ਹੀ ਬਰਬਾਦ ਹੋ ਰਹੀ ਹੈ ਅਤੇ ਹਰ ਰੋਜ਼ ਨੌਜਵਾਨਾਂ ਦੀਆਂ ਹੋ ਰਹੀਆਂ ਮੌਤਾਂ ਸਮੁੱਚੇ ਸਮਾਜ ਲਈ ਚਿੰਤਾ ਦਾ ਵਿਸ਼ਾ ਬਣ ਚੁੱਕੀਆਂ ਹਨ। ਇਹ ਵਿਚਾਰ ਸਮਾਜ ਸੇਵੀ ਸੰਸਥਾਵਾਂ ਵੱਲੋਂ ਕਰਵਾਏ ਗਏ ਜਾਗਰੂਕਤਾ ਸੈਮੀਨਾਰ ਦੌਰਾਨ ਪ੍ਰਗਟ ਕੀਤੇ ਗਏ। ਉਨ੍ਹਾਂ ਕਿਹਾ ਕਿ ਨੌਜਵਾਨਾਂ ਨੂੰ ਖੇਡਾਂ ਨਾਲ ਜੋੜ ਕੇ ਹੀ ਇਸ ਮਾਰੂ ਰੋਗ ਤੋਂ ਬਚਾਇਆ ਜਾ ਸਕਦਾ ਹੈ। ਇਸ ਮੌਕੇ ਵੱਖ-ਵੱਖ ਸਕੂਲਾਂ ਦੇ ਵਿਦਿਆਰਥੀਆਂ ਨੇ ਭਾਸ਼ਣ ਮੁਕਾਬਲਿਆਂ ਵਿੱਚ ਹਿੱਸਾ ਲਿਆ ਅਤੇ ਪਹਿਲੇ ਸਥਾਨ 'ਤੇ ਆਉਣ ਵਾਲੇ ਵਿਦਿਆਰਥੀਆਂ ਨੂੰ ਸਨਮਾਨ ਚਿੰਨ੍ਹ ਦੇ ਕੇ ਸਨਮਾਨਿਤ ਕੀਤਾ ਗਿਆ। ਪ੍ਰਬੰਧਕਾਂ ਨੇ ਕਿਹਾ ਕਿ ਨਸ਼ਿਆਂ ਵਿਰੁੱਧ ਇਹ ਮੁਹਿੰਮ ਪਿੰਡ-ਪਿੰਡ ਪਹੁੰਚਾਈ ਜਾਵੇਗੀ ਤਾਂ ਜੋ ਹਰ ਵਰਗ ਨੂੰ ਜਾਗਰੂਕ ਕੀਤਾ ਜਾ ਸਕੇ। ਸਮਾਗਮ ਦੌਰਾਨ ਪਿੰਡ ਦੀਆਂ ਪੰਚਾਇਤਾਂ, ਕਲੱਬਾਂ ਅਤੇ ਸਮਾਜ ਸੇਵੀ ਜਥੇਬੰਦੀਆਂ ਦੇ ਨੁਮਾਇੰਦੇ ਵੱਡੀ ਗਿਣਤੀ ਵਿੱਚ ਹਾਜ਼ਰ ਸਨ। ਅੰਤ ਵਿੱਚ ਸਭ ਨੇ ਨਸ਼ਾ ਮੁਕਤ ਸਮਾਜ ਸਿਰਜਣ ਦਾ ਪ੍ਰਣ ਲਿਆ। [265, 331, 1011, 401]
article-headline: ਨਸ਼ਿਆਂ ਕਾਰਨ ਨੌਜਵਾਨਾਂ ਦੀਆਂ ਹੋ ਰਹੀਆਂ ਮੌਤਾਂ ਚਿੰਤਾ ਦਾ ਵਿਸ਼ਾ: ਪਰਮਿੰਦਰ ਭਲਵਾਨ, ਲੈਫਟੀਨੈਂਟ ਜਗਦੀਪ ਜੋਸ਼ੀ [22, 78, 1011, 108]
article-dateline: ਬਾਘਾਪੁਰਾਣਾ/ਮਲਸੀਆਂ, 13 ਫਰਵਰੀ (ਸ਼ਹੀਦ ਸਿੰਘ ਘਰ)– ਤਰਕਸ਼ੀਲ ਸੁਸਾਇਟੀ ਪੰਜਾਬ ਵੱਲੋਂ ਸੈਸ਼ਨ 2025 ਦੀ ਕਰਵਾਈ ਗਈ [22, 682, 138, 737]
article-text: ਤਰਕਸ਼ੀਲ ਪ੍ਰੀਖਿਆ ਦੇ ਨਤੀਜੇ ਐਲਾਨ ਦਿੱਤੇ ਗਏ ਹਨ, ਜਿਸ ਵਿੱਚ ਵੱਖ-ਵੱਖ ਸਕੂਲਾਂ ਦੇ 173 ਦੇ ਕਰੀਬ ਵਿਦਿਆਰਥੀਆਂ ਨੇ ਭਾਗ ਲਿਆ। ਇਸ ਮੌਕੇ ਪ੍ਰੀਖਿਆ ਵਿੱਚ ਅੱਵਲ ਰਹਿਣ ਵਾਲੇ ਵਿਦਿਆਰਥੀਆਂ ਨੂੰ ਨਕਦ ਇਨਾਮ ਅਤੇ ਕਿਤਾਬਾਂ ਦੇ ਕੇ ਸਨਮਾਨਿਤ ਕੀਤਾ ਗਿਆ। ਪ੍ਰਬੰਧਕਾਂ ਨੇ ਦੱਸਿਆ ਕਿ 116 ਦੇ ਕਰੀਬ ਵਿਦਿਆਰਥੀਆਂ ਨੂੰ ਪ੍ਰਤੀਭਾਗੀ ਸਰਟੀਫਿਕੇਟ ਦਿੱਤੇ ਗਏ। ਉਨ੍ਹਾਂ ਕਿਹਾ ਕਿ ਇਸ ਤਰ੍ਹਾਂ ਦੀਆਂ ਪ੍ਰੀਖਿਆਵਾਂ ਬੱਚਿਆਂ ਵਿੱਚ ਵਿਗਿਆਨਕ ਸੋਚ ਪੈਦਾ ਕਰਦੀਆਂ ਹਨ ਅਤੇ ਅੰਧਵਿਸ਼ਵਾਸਾਂ ਤੋਂ ਦੂਰ ਰਹਿਣ ਦੀ ਪ੍ਰੇਰਣਾ ਦਿੰਦੀਆਂ ਹਨ। ਸਮਾਗਮ ਵਿੱਚ ਅਧਿਆਪਕਾਂ ਅਤੇ ਮਾਪਿਆਂ ਨੇ ਵੀ ਸ਼ਿਰਕਤ ਕੀਤੀ ਅਤੇ ਤਰਕਸ਼ੀਲ ਸੁਸਾਇਟੀ ਦੇ ਯਤਨਾਂ ਦੀ ਸ਼ਲਾਘਾ ਕੀਤੀ। [22, 682, 393, 843]
print-registration-bar-bottom [0, 2360, 1556, 2380]
cmyk-marks-bottom-right: C K [1480, 2363, 1502, 2372]
article-text-continued: ਤਰਕਸ਼ੀਲ ਪ੍ਰੀਖਿਆ ਦੇ ਨਤੀਜੇ ਐਲਾਨ ਦਿੱਤੇ ਗਏ ਹਨ, ਜਿਸ ਵਿੱਚ ਵੱਖ-ਵੱਖ ਸਕੂਲਾਂ ਦੇ 173 ਦੇ ਕਰੀਬ ਵਿਦਿਆਰਥੀਆਂ ਨੇ ਭਾਗ ਲਿਆ। ਇਸ ਮੌਕੇ ਪ੍ਰੀਖਿਆ ਵਿੱਚ ਅੱਵਲ ਰਹਿਣ ਵਾਲੇ ਵਿਦਿਆਰਥੀਆਂ ਨੂੰ ਨਕਦ ਇਨਾਮ ਅਤੇ ਕਿਤਾਬਾਂ ਦੇ ਕੇ ਸਨਮਾਨਿਤ ਕੀਤਾ ਗਿਆ। ਪ੍ਰਬੰਧਕਾਂ ਨੇ ਦੱਸਿਆ ਕਿ 116 ਦੇ ਕਰੀਬ ਵਿਦਿਆਰਥੀਆਂ ਨੂੰ ਪ੍ਰਤੀਭਾਗੀ ਸਰਟੀਫਿਕੇਟ ਦਿੱਤੇ ਗਏ। ਉਨ੍ਹਾਂ ਕਿਹਾ ਕਿ ਇਸ ਤਰ੍ਹਾਂ ਦੀਆਂ ਪ੍ਰੀਖਿਆਵਾਂ ਬੱਚਿਆਂ ਵਿੱਚ ਵਿਗਿਆਨਕ ਸੋਚ ਪੈਦਾ ਕਰਦੀਆਂ ਹਨ ਅਤੇ ਅੰਧਵਿਸ਼ਵਾਸਾਂ ਤੋਂ ਦੂਰ ਰਹਿਣ ਦੀ ਪ੍ਰੇਰਣਾ ਦਿੰਦੀਆਂ ਹਨ। ਸਮਾਗਮ ਵਿੱਚ ਅਧਿਆਪਕਾਂ ਅਤੇ ਮਾਪਿਆਂ ਨੇ ਵੀ ਸ਼ਿਰਕਤ ਕੀਤੀ ਅਤੇ ਤਰਕਸ਼ੀਲ ਸੁਸਾਇਟੀ ਦੇ ਯਤਨਾਂ ਦੀ ਸ਼ਲਾਘਾ ਕੀਤੀ। [276, 682, 520, 843]
article-text: ਸਭਾ ਵੱਲੋਂ ਲੋੜਵੰਦ ਪਰਿਵਾਰਾਂ ਨੂੰ ਰਾਸ਼ਨ, ਕੰਬਲ ਅਤੇ ਹੋਰ ਜ਼ਰੂਰੀ ਸਮਾਨ ਵੰਡਿਆ ਗਿਆ। ਸਮਾਗਮ ਦੀ ਸ਼ੁਰੂਆਤ ਅਰਦਾਸ ਨਾਲ ਕੀਤੀ ਗਈ ਅਤੇ ਬਾਅਦ ਵਿੱਚ ਮੁੱਖ ਮਹਿਮਾਨ ਨੇ ਰਿਬਨ ਕੱਟ ਕੇ ਸਮਾਗਮ ਦਾ ਉਦਘਾਟਨ ਕੀਤਾ। ਸਭਾ ਦੇ ਪ੍ਰਧਾਨ ਨੇ ਦੱਸਿਆ ਕਿ ਸੰਸਥਾ ਪਿਛਲੇ ਕਈ ਸਾਲਾਂ ਤੋਂ ਸਮਾਜ ਸੇਵਾ ਦੇ ਕੰਮਾਂ ਵਿੱਚ ਲੱਗੀ ਹੋਈ ਹੈ ਅਤੇ ਅੱਗੇ ਵੀ ਇਹ ਸੇਵਾ ਜਾਰੀ ਰਹੇਗੀ। ਇਸ ਮੌਕੇ ਵੱਡੀ ਗਿਣਤੀ ਵਿੱਚ ਇਲਾਕਾ ਨਿਵਾਸੀ ਹਾਜ਼ਰ ਸਨ। [1027, 1509, 1183, 1652]
badge-name: ਪੰਜਾਬ ਟਾਇਮਜ਼ [554, 661, 626, 678]
pt-logo-icon: PT [1027, 650, 1047, 668]
pt-logo-icon: PT [22, 1340, 42, 1357]
article-hs-convent-farewell [1027, 1101, 1542, 1390]
article-photo [1192, 1463, 1542, 1605]
badge-name: ਪੰਜਾਬ ਟਾਇਮਜ਼ [1050, 1468, 1123, 1485]
article-body [1027, 164, 1260, 300]
article-text: ਪੰਜਾਬ ਅੰਦਰ ਨਸ਼ਿਆਂ ਦੇ ਵਧ ਰਹੇ ਰੁਝਾਨ ਕਾਰਨ ਨੌਜਵਾਨ ਪੀੜ੍ਹੀ ਬਰਬਾਦ ਹੋ ਰਹੀ ਹੈ ਅਤੇ ਹਰ ਰੋਜ਼ ਨੌਜਵਾਨਾਂ ਦੀਆਂ ਹੋ ਰਹੀਆਂ ਮੌਤਾਂ ਸਮੁੱਚੇ ਸਮਾਜ ਲਈ ਚਿੰਤਾ ਦਾ ਵਿਸ਼ਾ ਬਣ ਚੁੱਕੀਆਂ ਹਨ। ਇਹ ਵਿਚਾਰ ਸਮਾਜ ਸੇਵੀ ਸੰਸਥਾਵਾਂ ਵੱਲੋਂ ਕਰਵਾਏ ਗਏ ਜਾਗਰੂਕਤਾ ਸੈਮੀਨਾਰ ਦੌਰਾਨ ਪ੍ਰਗਟ ਕੀਤੇ ਗਏ। ਉਨ੍ਹਾਂ ਕਿਹਾ ਕਿ ਨੌਜਵਾਨਾਂ ਨੂੰ ਖੇਡਾਂ ਨਾਲ ਜੋੜ ਕੇ ਹੀ ਇਸ ਮਾਰੂ ਰੋਗ ਤੋਂ ਬਚਾਇਆ ਜਾ ਸਕਦਾ ਹੈ। ਇਸ ਮੌਕੇ ਵੱਖ-ਵੱਖ ਸਕੂਲਾਂ ਦੇ ਵਿਦਿਆਰਥੀਆਂ ਨੇ ਭਾਸ਼ਣ ਮੁਕਾਬਲਿਆਂ ਵਿੱਚ ਹਿੱਸਾ ਲਿਆ ਅਤੇ ਪਹਿਲੇ ਸਥਾਨ 'ਤੇ ਆਉਣ ਵਾਲੇ ਵਿਦਿਆਰਥੀਆਂ ਨੂੰ ਸਨਮਾਨ ਚਿੰਨ੍ਹ ਦੇ ਕੇ ਸਨਮਾਨਿਤ ਕੀਤਾ ਗਿਆ। ਪ੍ਰਬੰਧਕਾਂ ਨੇ ਕਿਹਾ ਕਿ ਨਸ਼ਿਆਂ ਵਿਰੁੱਧ ਇਹ ਮੁਹਿੰਮ ਪਿੰਡ-ਪਿੰਡ ਪਹੁੰਚਾਈ ਜਾਵੇਗੀ ਤਾਂ ਜੋ ਹਰ ਵਰਗ ਨੂੰ ਜਾਗਰੂਕ ਕੀਤਾ ਜਾ ਸਕੇ। ਸਮਾਗਮ ਦੌਰਾਨ ਪਿੰਡ ਦੀਆਂ ਪੰਚਾਇਤਾਂ, ਕਲੱਬਾਂ ਅਤੇ ਸਮਾਜ ਸੇਵੀ ਜਥੇਬੰਦੀਆਂ ਦੇ ਨੁਮਾਇੰਦੇ ਵੱਡੀ ਗਿਣਤੀ ਵਿੱਚ ਹਾਜ਼ਰ ਸਨ। ਅੰਤ ਵਿੱਚ ਸਭ ਨੇ ਨਸ਼ਾ ਮੁਕਤ ਸਮਾਜ ਸਿਰਜਣ ਦਾ ਪ੍ਰਣ ਲਿਆ। [22, 159, 255, 346]
article-photo [22, 476, 520, 641]
pt-logo-icon: PT [22, 1759, 42, 1776]
badge-tag: ਖ਼ਬਰ [121, 661, 158, 678]
badge-name: ਪੰਜਾਬ ਟਾਇਮਜ਼ [45, 1340, 117, 1357]
section-divider [22, 1539, 1011, 1541]
photo-caption: ਵਿਦਾਇਗੀ ਪਾਰਟੀ ਦੌਰਾਨ ਵਿਦਿਆਰਥੀ ਤੇ ਸਟਾਫ਼। [1027, 633, 1195, 645]
article-dateline: ਅਮਰਗੜ੍ਹ, 13 ਫਰਵਰੀ (ਪੰਜਾਬ ਟਾਇਮਜ਼)– [22, 141, 173, 152]
print-registration-bar-top [0, 0, 1556, 20]
article-dateline: ਪਠਾਨਕੋਟ, 13 ਫਰਵਰੀ (ਅਮਰ)– [1027, 1343, 1141, 1355]
photo-caption: ਨਸ਼ਿਆਂ ਵਿਰੁੱਧ ਜਾਗਰੂਕਤਾ ਸੈਮੀਨਾਰ ਦੌਰਾਨ ਵਿਦਿਆਰਥੀਆਂ ਨੂੰ ਸਨਮਾਨਿਤ ਕਰਦੇ ਹੋਏ ਆਗੂ। [265, 313, 570, 324]
article-text-continued: ਕਾਲਜ ਵਿਖੇ ਵਿਦਿਆਰਥੀਆਂ ਲਈ ਅੰਤਰ-ਵਿਭਾਗੀ ਪੋਸਟਰ ਮੇਕਿੰਗ ਅਤੇ ਸਲੋਗਨ ਲਿਖਣ ਮੁਕਾਬਲੇ ਕਰਵਾਏ ਗਏ। ਵਿਦਿਆਰਥੀਆਂ ਨੇ ਵਾਤਾਵਰਣ ਸੰਭਾਲ, ਨਸ਼ਾ ਮੁਕਤੀ ਅਤੇ ਬੇਟੀ ਬਚਾਓ ਵਰਗੇ ਵਿਸ਼ਿਆਂ ਉੱਤੇ ਸੁੰਦਰ ਪੋਸਟਰ ਬਣਾਏ। ਜੇਤੂ ਵਿਦਿਆਰਥੀਆਂ ਨੂੰ ਇਨਾਮ ਵੰਡੇ ਗਏ ਅਤੇ ਪ੍ਰਿੰਸੀਪਲ ਨੇ ਉਨ੍ਹਾਂ ਦੇ ਹੁਨਰ ਦੀ ਸ਼ਲਾਘਾ ਕੀਤੀ। [643, 1583, 1011, 1639]
article-health-camps [1027, 78, 1542, 425]
source-badge [22, 1759, 255, 1776]
photo-caption: ਸਿਹਤ ਕੈਂਪ ਦਾ ਦੌਰਾ ਕਰਦੇ ਹੋਏ ਵਿਧਾਇਕ। [1270, 290, 1411, 302]
article-headline: ਐਚ.ਐਸ.ਕਾਨਵੈਂਟ ਸਕੂਲ 'ਚ 11ਵੀਂ ਜਮਾਤ ਦੇ ਵਿਦਿਆਰਥੀਆਂ ਵੱਲੋਂ 12ਵੀਂ ਵਾਲੇ ਵਿਦਿਆਰਥੀਆਂ ਨੂੰ ਵਿਦਾਇਗੀ ਪਾਰਟੀ [1027, 1101, 1542, 1150]
badge-name: ਪੰਜਾਬ ਟਾਇਮਜ਼ [554, 1119, 626, 1136]
column-divider [1019, 78, 1020, 2352]
left-section [22, 78, 1011, 1794]
article-headline: ਮਾਡਰਨ ਗਰੁੱਪ ਕਾਲਜ, ਮੁਕੇਰੀਆਂ ਵਿਖੇ ਅੰਤਰ-ਵਿਭਾਗੀ ਪੋਸਟਰ ਮੇਕਿੰਗ ਅਤੇ ਸਲੋਗਨ ਮੁਕਾਬਲੇਬਾਜ਼ੀ [22, 1548, 1011, 1576]
page-number-badge: 8 [1497, 26, 1531, 61]
badge-tag: ਖ਼ਬਰ [121, 119, 158, 136]
portrait-photo-1 [265, 1335, 366, 1453]
article-parents-worship [1027, 791, 1542, 1082]
article-photo [1270, 139, 1542, 289]
pt-logo-icon: PT [1027, 144, 1047, 161]
